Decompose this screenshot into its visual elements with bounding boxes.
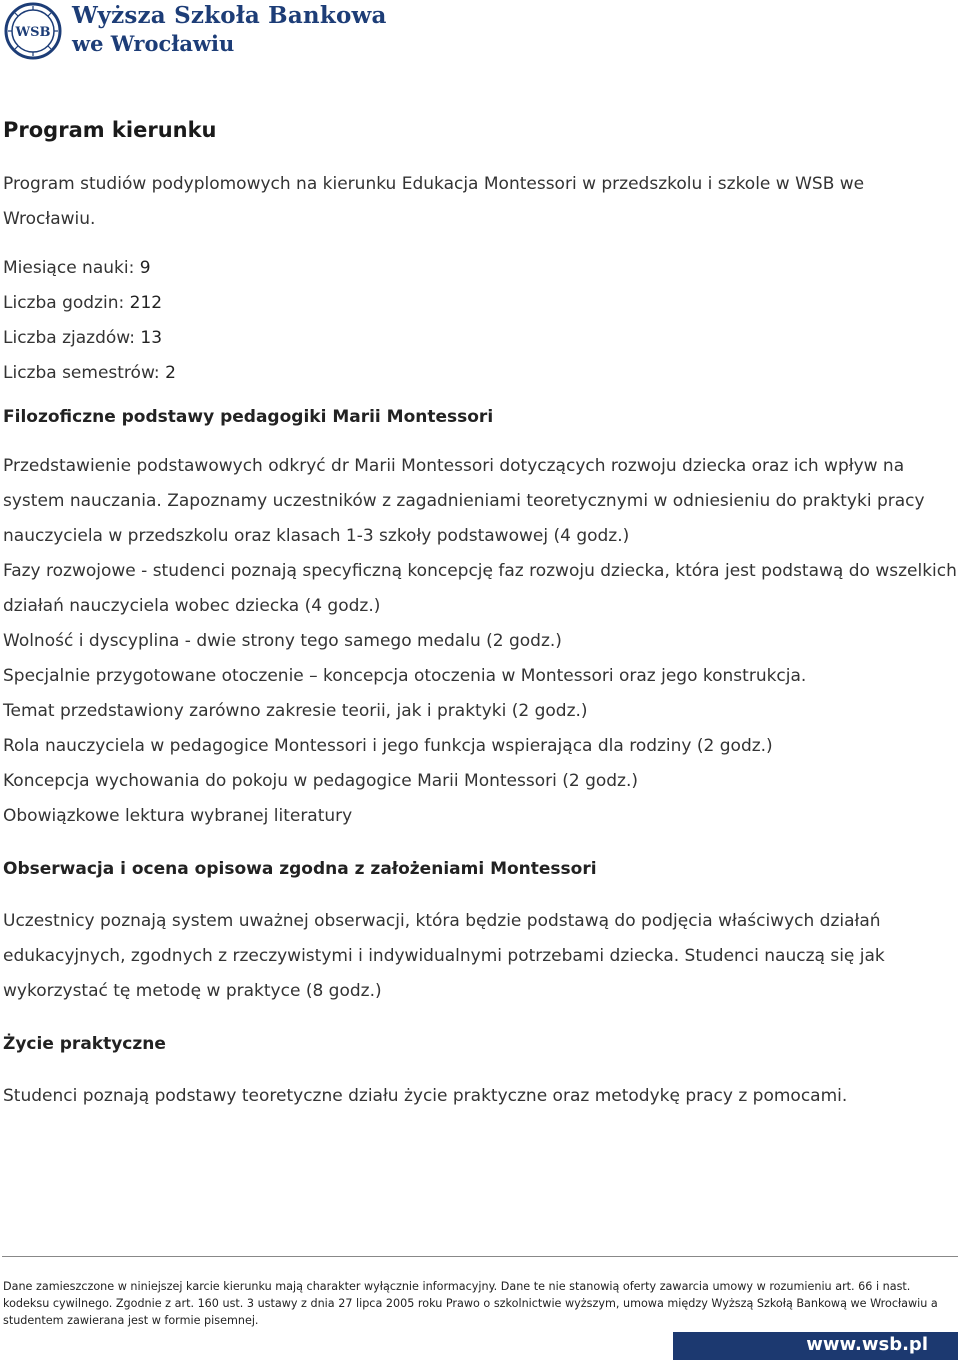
facts-list: [3, 251, 958, 391]
fact-value: 9: [139, 258, 151, 278]
section-paragraph: Uczestnicy poznają system uważnej obserwacji, która będzie podstawą do podjęcia właściwych działań edukacyjnych, zgodnych z rzeczywistymi i indywidualnymi potrzebami dziecka. Studenci nauczą się jak wykorzystać tę metodę w praktyce (8 godz.): [3, 911, 885, 1001]
section-heading: Filozoficzne podstawy pedagogiki Marii Montessori: [3, 407, 494, 427]
section-paragraph: Przedstawienie podstawowych odkryć dr Marii Montessori dotyczących rozwoju dziecka oraz ich wpływ na system nauczania. Zapoznamy uczestników z zagadnieniami teoretycznymi w odniesieniu do praktyki pracy nauczyciela w przedszkolu oraz klasach 1-3 szkoły podstawowej (4 godz.): [3, 456, 925, 546]
section-body: [3, 449, 958, 834]
section-paragraph: Specjalnie przygotowane otoczenie – koncepcja otoczenia w Montessori oraz jego konstrukcja.: [3, 666, 807, 686]
section-paragraph: Fazy rozwojowe - studenci poznają specyficzną koncepcję faz rozwoju dziecka, która jest podstawą do wszelkich działań nauczyciela wobec dziecka (4 godz.): [3, 561, 957, 616]
section-body: [3, 1079, 958, 1114]
section-body: [3, 904, 958, 1009]
seal-text: WSB: [15, 25, 51, 40]
university-seal-icon: [4, 2, 62, 60]
fact-item: [3, 356, 958, 391]
section-heading: Życie praktyczne: [3, 1034, 166, 1054]
fact-value: 2: [165, 363, 176, 383]
footer-disclaimer: Dane zamieszczone w niniejszej karcie kierunku mają charakter wyłącznie informacyjny. Dane te nie stanowią oferty zawarcia umowy w rozumieniu art. 66 i nast. kodeksu cywilnego. Zgodnie z art. 160 ust. 3 ustawy z dnia 27 lipca 2005 roku Prawo o szkolnictwie wyższym, umowa między Wyższą Szkołą Bankową we Wrocławiu a studentem zawierana jest w formie pisemnej.: [3, 1280, 938, 1327]
page-header: [0, 0, 960, 66]
section-paragraph: Obowiązkowe lektura wybranej literatury: [3, 806, 353, 826]
section-heading: Obserwacja i ocena opisowa zgodna z założeniami Montessori: [3, 859, 597, 879]
page-title: Program kierunku: [3, 118, 217, 142]
fact-value: 212: [129, 293, 163, 313]
fact-label: Liczba semestrów:: [3, 363, 160, 383]
fact-value: 13: [140, 328, 163, 348]
brand-line-1: Wyższa Szkoła Bankowa: [72, 2, 387, 29]
footer-divider: [2, 1256, 958, 1257]
section-paragraph: Studenci poznają podstawy teoretyczne działu życie praktyczne oraz metodykę pracy z pomocami.: [3, 1086, 848, 1106]
fact-label: Miesiące nauki:: [3, 258, 135, 278]
website-bar: [673, 1332, 958, 1360]
section-paragraph: Koncepcja wychowania do pokoju w pedagogice Marii Montessori (2 godz.): [3, 771, 639, 791]
main-content: [3, 112, 958, 1114]
section-paragraph: Wolność i dyscyplina - dwie strony tego samego medalu (2 godz.): [3, 631, 562, 651]
fact-item: [3, 286, 958, 321]
section-paragraph: Temat przedstawiony zarówno zakresie teorii, jak i praktyki (2 godz.): [3, 701, 588, 721]
fact-label: Liczba zjazdów:: [3, 328, 135, 348]
brand-line-2: we Wrocławiu: [72, 31, 235, 56]
fact-label: Liczba godzin:: [3, 293, 125, 313]
section-paragraph: Rola nauczyciela w pedagogice Montessori i jego funkcja wspierająca dla rodziny (2 godz.): [3, 736, 773, 756]
fact-item: [3, 251, 958, 286]
intro-paragraph: Program studiów podyplomowych na kierunku Edukacja Montessori w przedszkolu i szkole w WSB we Wrocławiu.: [3, 174, 865, 229]
fact-item: [3, 321, 958, 356]
website-link[interactable]: www.wsb.pl: [806, 1334, 928, 1355]
